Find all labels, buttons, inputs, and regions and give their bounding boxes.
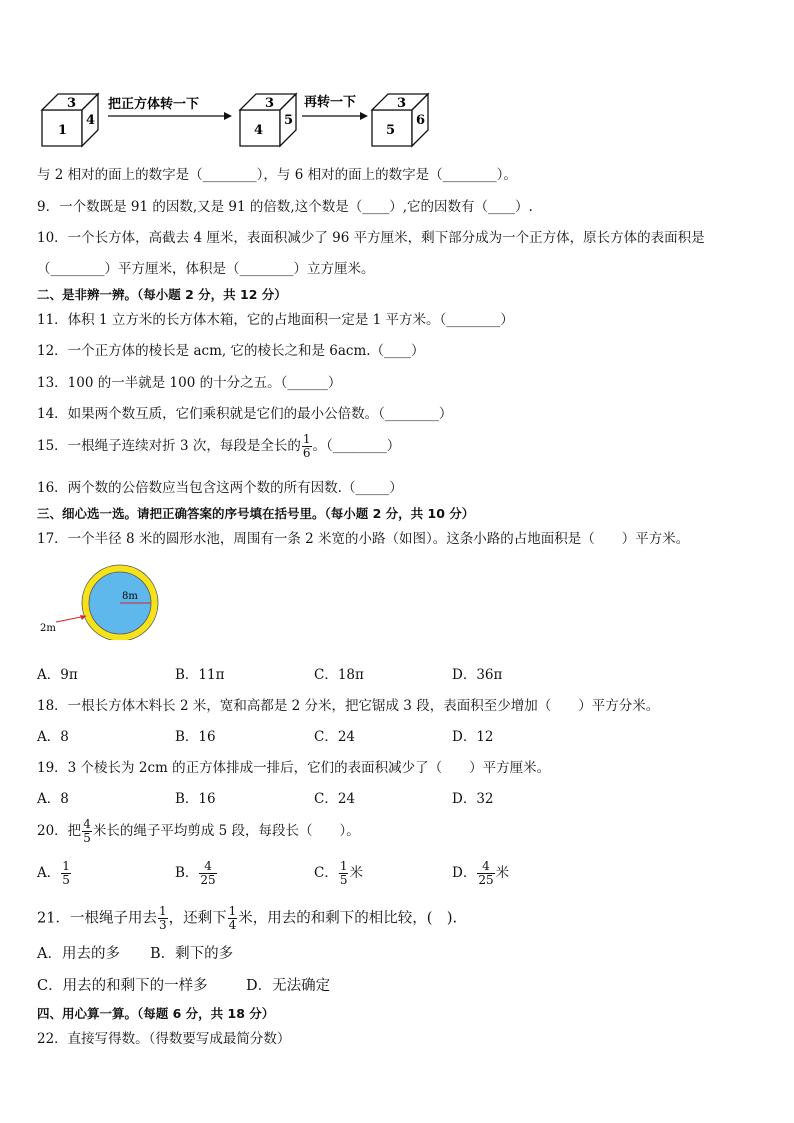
pool-with-path-figure xyxy=(36,560,166,640)
question-20-text: 米长的绳子平均剪成 5 段，每段长（ ）。 xyxy=(92,823,360,839)
cube-3-side-number: 6 xyxy=(416,113,426,128)
q21-option-a: A．用去的多 xyxy=(37,946,120,962)
arrow-1 xyxy=(108,112,232,120)
q17-option-c: C．18π xyxy=(314,667,364,683)
question-21-middle: ，还剩下 xyxy=(168,910,227,927)
question-15 xyxy=(37,433,400,460)
q19-option-c: C．24 xyxy=(314,791,356,807)
question-17: 17．一个半径 8 米的圆形水池，周围有一条 2 米宽的小路（如图）。这条小路的占地面积是（ ）平方米。 xyxy=(37,531,690,547)
cube-1 xyxy=(42,94,98,146)
question-15-text: 15．一根绳子连续对折 3 次，每段是全长的 xyxy=(37,438,301,454)
cube-3 xyxy=(372,94,428,146)
question-9: 9．一个数既是 91 的因数,又是 91 的倍数,这个数是（____）,它的因数有（____）. xyxy=(37,199,533,215)
q17-option-a: A．9π xyxy=(37,667,78,683)
fraction-four-fifths: $\frac{4}{5}$ xyxy=(83,817,91,845)
cube-2-side-number: 5 xyxy=(284,113,294,128)
question-14: 14．如果两个数互质，它们乘积就是它们的最小公倍数。（________） xyxy=(37,406,453,422)
question-12: 12．一个正方体的棱长是 acm, 它的棱长之和是 6acm.（____） xyxy=(37,343,425,359)
cube-1-top-number: 3 xyxy=(67,96,77,111)
cube-rotation-figure xyxy=(40,88,440,154)
cube-3-top-number: 3 xyxy=(397,96,407,111)
cube-2-front-number: 4 xyxy=(254,123,264,138)
cube-2-top-number: 3 xyxy=(265,96,275,111)
q21-option-c: C．用去的和剩下的一样多 xyxy=(37,978,208,994)
q21-option-d: D．无法确定 xyxy=(246,978,331,994)
fraction-one-fourth: $\frac{1}{4}$ xyxy=(228,904,237,932)
radius-label: 8m xyxy=(122,591,138,602)
q18-option-a: A．8 xyxy=(37,729,69,745)
cube-1-side-number: 4 xyxy=(86,113,96,128)
arrow-1-label: 把正方体转一下 xyxy=(108,97,200,112)
q20-option-a: A． $\frac{1}{5}$ xyxy=(37,859,70,887)
q21-option-b: B．剩下的多 xyxy=(150,946,234,962)
fraction-one-sixth: $\frac{1}{6}$ xyxy=(302,432,311,460)
question-20-prefix: 20．把 xyxy=(37,823,82,839)
question-16: 16．两个数的公倍数应当包含这两个数的所有因数.（_____） xyxy=(37,480,403,496)
question-18: 18．一根长方体木料长 2 米，宽和高都是 2 分米，把它锯成 3 段，表面积至少增加（ ）平方分米。 xyxy=(37,698,660,714)
cube-1-front-number: 1 xyxy=(58,123,68,138)
arrow-2-label: 再转一下 xyxy=(304,95,357,110)
question-19: 19．3 个棱长为 2cm 的正方体排成一排后，它们的表面积减少了（ ）平方厘米。 xyxy=(37,760,551,776)
question-11: 11．体积 1 立方米的长方体木箱，它的占地面积一定是 1 平方米。（________） xyxy=(37,312,514,328)
fraction-one-third: $\frac{1}{3}$ xyxy=(158,904,167,932)
section-3-heading: 三、细心选一选。请把正确答案的序号填在括号里。（每小题 2 分，共 10 分） xyxy=(37,506,475,521)
cube-2 xyxy=(240,94,296,146)
q20-option-c: C． $\frac{1}{5}$ 米 xyxy=(314,859,363,887)
q20-option-b: B． $\frac{4}{25}$ xyxy=(175,859,216,887)
section-4-heading: 四、用心算一算。（每题 6 分，共 18 分） xyxy=(37,1006,275,1021)
section-2-heading: 二、是非辨一辨。（每小题 2 分，共 12 分） xyxy=(37,287,287,302)
question-13: 13．100 的一半就是 100 的十分之五。（______） xyxy=(37,375,342,391)
question-21 xyxy=(37,905,457,932)
q18-option-d: D．12 xyxy=(452,729,494,745)
question-20 xyxy=(37,818,360,845)
question-10-line-2: （________）平方厘米，体积是（________）立方厘米。 xyxy=(37,261,375,277)
q19-option-d: D．32 xyxy=(452,791,494,807)
question-21-prefix: 21．一根绳子用去 xyxy=(37,910,157,927)
q20-option-d: D． $\frac{4}{25}$ 米 xyxy=(452,859,510,887)
arrow-2 xyxy=(302,112,368,120)
question-10-line-1: 10．一个长方体，高截去 4 厘米，表面积减少了 96 平方厘米，剩下部分成为一个正方体，原长方体的表面积是 xyxy=(37,230,705,246)
question-8-text: 与 2 相对的面上的数字是（________），与 6 相对的面上的数字是（________）。 xyxy=(37,167,517,183)
q19-option-a: A．8 xyxy=(37,791,69,807)
question-22: 22．直接写得数。（得数要写成最简分数） xyxy=(37,1031,291,1047)
question-15-answer-blank: 。（________） xyxy=(312,438,401,454)
question-21-text: 米，用去的和剩下的相比较，( ). xyxy=(238,910,458,927)
path-width-label: 2m xyxy=(40,623,56,634)
q19-option-b: B．16 xyxy=(175,791,216,807)
q17-option-d: D．36π xyxy=(452,667,503,683)
q18-option-b: B．16 xyxy=(175,729,216,745)
cube-3-front-number: 5 xyxy=(386,123,396,138)
q18-option-c: C．24 xyxy=(314,729,356,745)
q17-option-b: B．11π xyxy=(175,667,225,683)
